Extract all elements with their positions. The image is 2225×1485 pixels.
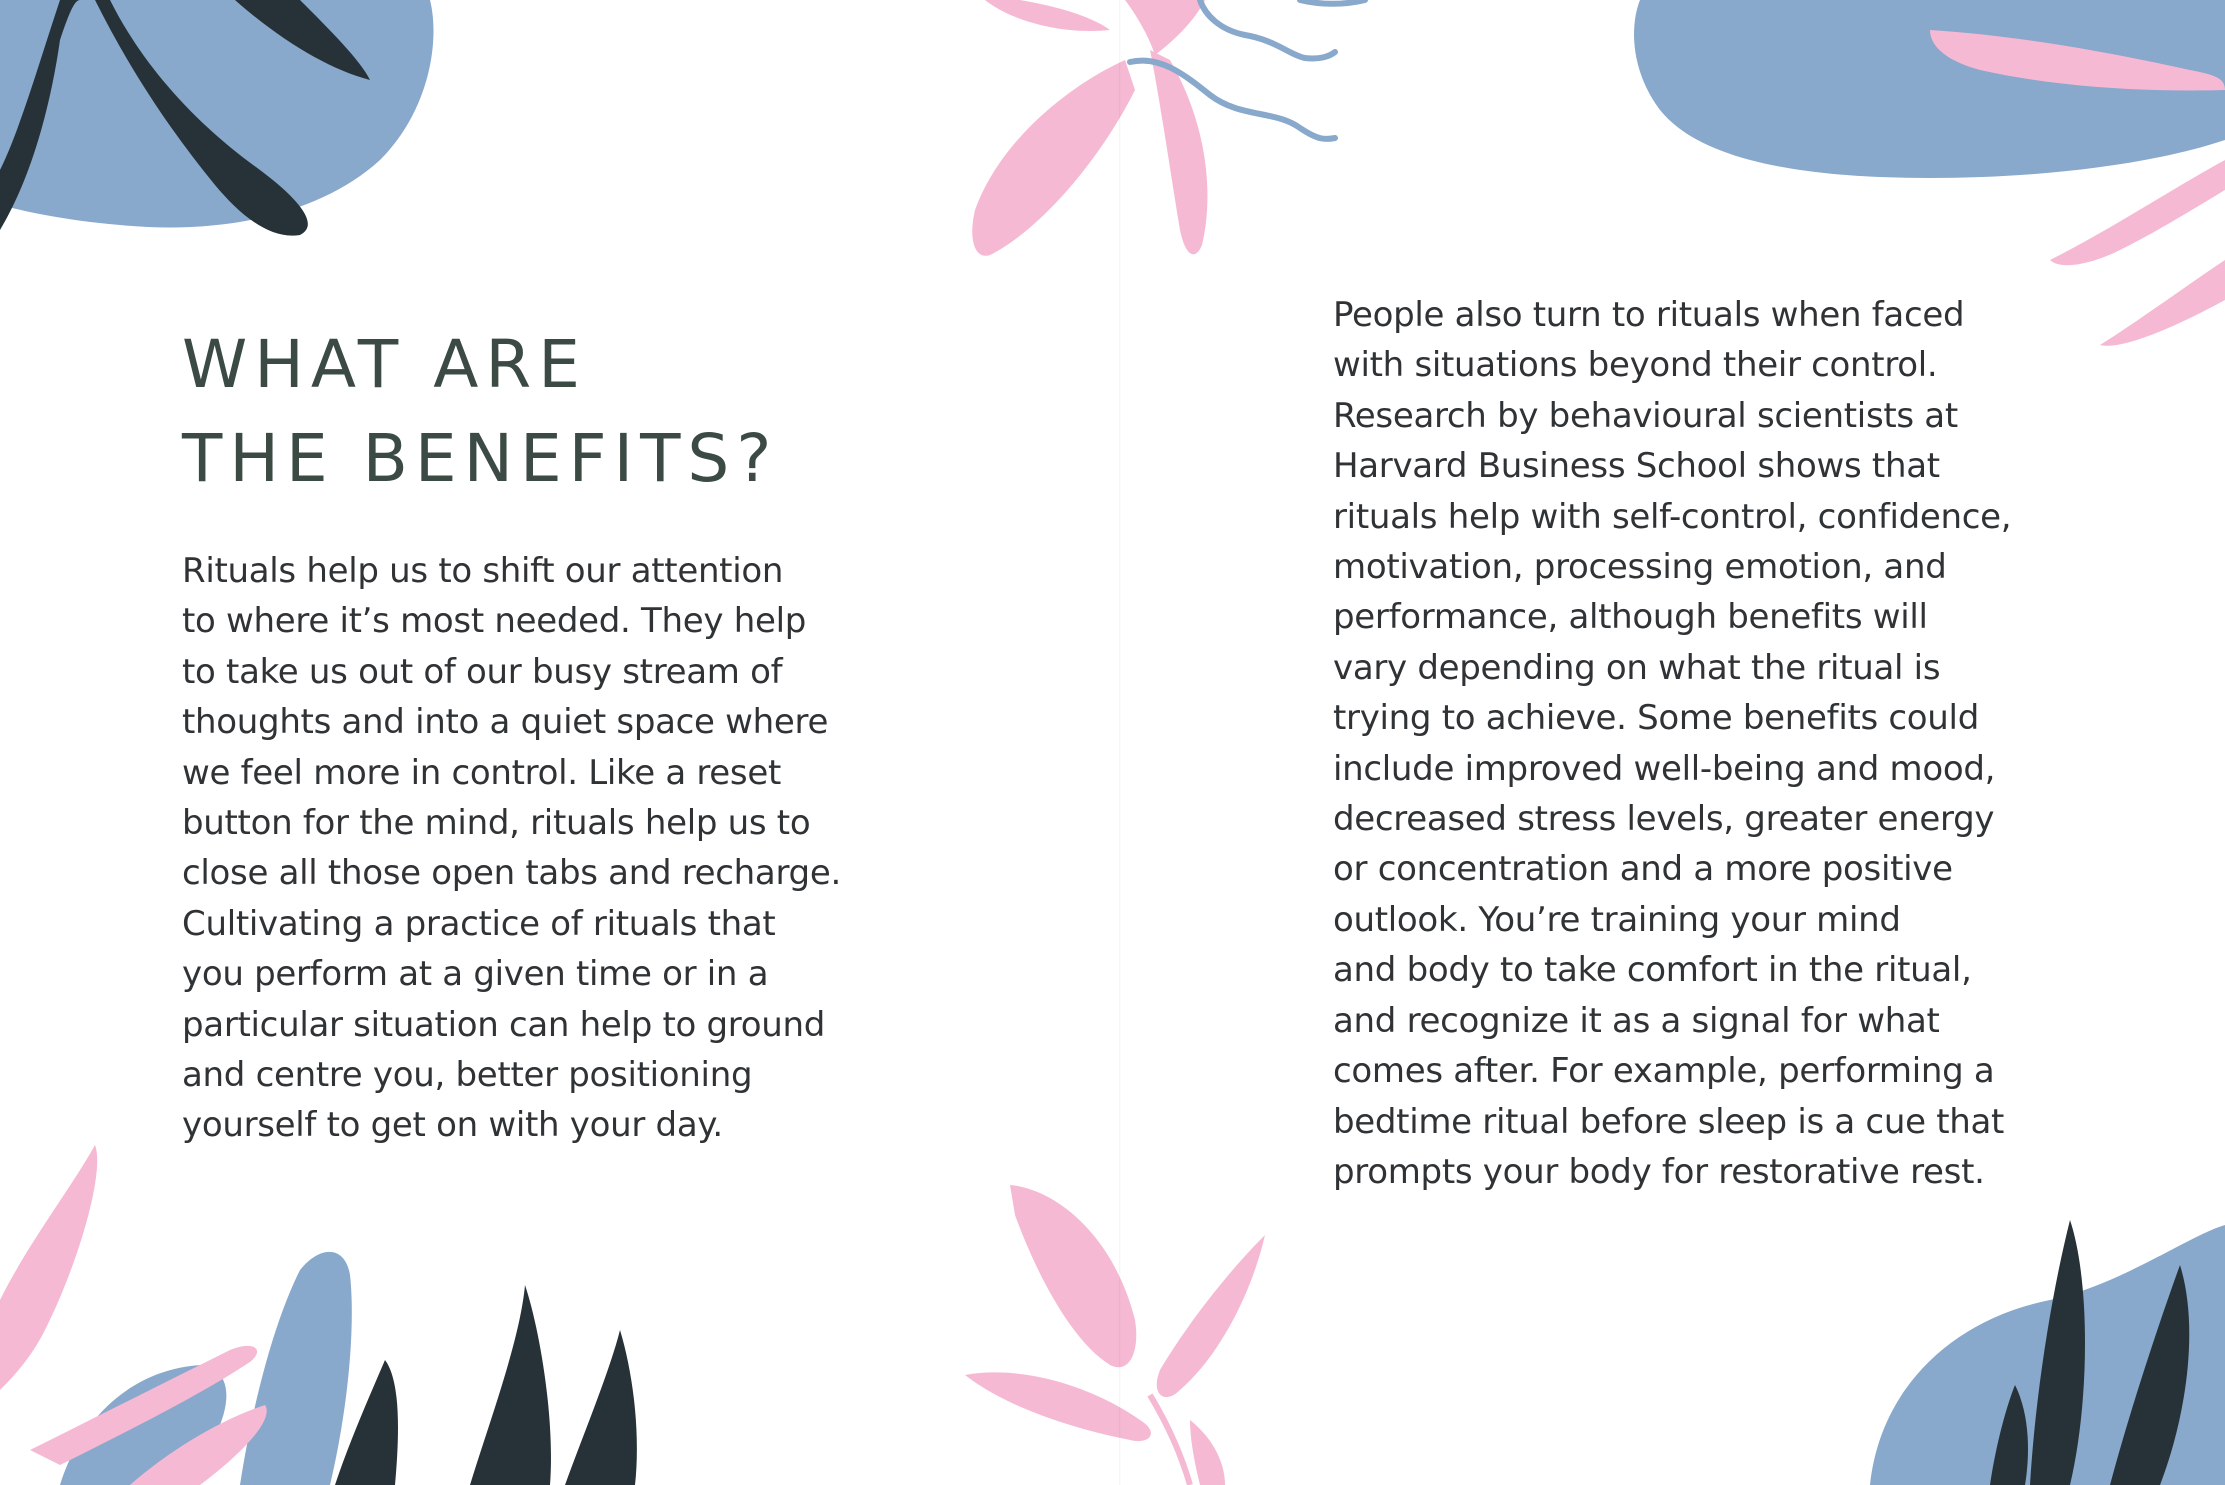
blue-squiggle-3 bbox=[1300, 0, 1365, 4]
blue-squiggle-2 bbox=[1200, 0, 1335, 59]
pink-petal-bottom-center-2 bbox=[1157, 1235, 1265, 1397]
text-line: include improved well-being and mood, bbox=[1333, 748, 1996, 789]
text-line: and centre you, better positioning bbox=[182, 1055, 753, 1096]
text-line: and body to take comfort in the ritual, bbox=[1333, 950, 1972, 991]
bottom-center-foliage bbox=[965, 1185, 1265, 1485]
text-line: to where it’s most needed. They help bbox=[182, 601, 806, 642]
pink-leaf-bottom-left-1 bbox=[0, 1145, 97, 1390]
text-line: Rituals help us to shift our attention bbox=[182, 551, 784, 591]
left-paragraph bbox=[182, 546, 841, 1151]
top-left-foliage bbox=[0, 0, 433, 236]
text-line: performance, although benefits will bbox=[1333, 597, 1928, 638]
text-line: rituals help with self-control, confidence, bbox=[1333, 496, 2012, 537]
heading-line: WHAT ARE bbox=[182, 326, 587, 403]
text-line: to take us out of our busy stream of bbox=[182, 651, 783, 692]
text-line: and recognize it as a signal for what bbox=[1333, 1000, 1940, 1041]
text-line: thoughts and into a quiet space where bbox=[182, 702, 829, 743]
top-center-foliage bbox=[972, 0, 1365, 256]
text-line: decreased stress levels, greater energy bbox=[1333, 799, 1995, 840]
text-line: trying to achieve. Some benefits could bbox=[1333, 698, 1979, 739]
pink-petal-bottom-center-3 bbox=[965, 1372, 1151, 1441]
text-line: button for the mind, rituals help us to bbox=[182, 803, 811, 844]
pink-leaf-top-right-2 bbox=[2050, 160, 2225, 265]
text-line: vary depending on what the ritual is bbox=[1333, 647, 1941, 688]
pink-petal-top-center-1 bbox=[985, 0, 1110, 31]
page-heading bbox=[182, 318, 778, 506]
text-line: prompts your body for restorative rest. bbox=[1333, 1151, 1985, 1192]
text-line: particular situation can help to ground bbox=[182, 1004, 826, 1045]
blue-blob-top-left bbox=[0, 0, 433, 227]
page-fold bbox=[1119, 0, 1121, 1485]
text-line: motivation, processing emotion, and bbox=[1333, 547, 1947, 588]
text-line: People also turn to rituals when faced bbox=[1333, 295, 1965, 335]
text-line: close all those open tabs and recharge. bbox=[182, 853, 841, 894]
text-line: Research by behavioural scientists at bbox=[1333, 395, 1958, 436]
bottom-left-foliage bbox=[0, 1145, 637, 1485]
dark-leaf-bottom-left-3 bbox=[565, 1330, 637, 1485]
blue-blob-bottom-left bbox=[240, 1252, 352, 1485]
pink-stem-bottom-center bbox=[1150, 1395, 1190, 1485]
text-line: or concentration and a more positive bbox=[1333, 849, 1953, 890]
text-line: comes after. For example, performing a bbox=[1333, 1051, 1995, 1092]
right-paragraph bbox=[1333, 290, 2011, 1197]
text-line: Cultivating a practice of rituals that bbox=[182, 903, 776, 944]
text-line: outlook. You’re training your mind bbox=[1333, 899, 1901, 940]
text-line: bedtime ritual before sleep is a cue that bbox=[1333, 1101, 2005, 1142]
pink-petal-bottom-center-1 bbox=[1010, 1185, 1136, 1367]
pink-petal-bottom-center-4 bbox=[1190, 1420, 1225, 1485]
text-line: we feel more in control. Like a reset bbox=[182, 752, 781, 793]
dark-leaf-bottom-left-2 bbox=[470, 1285, 551, 1485]
text-line: with situations beyond their control. bbox=[1333, 345, 1938, 386]
pink-petal-top-center-3 bbox=[1150, 50, 1207, 254]
pink-leaf-top-right-3 bbox=[2100, 260, 2225, 346]
text-line: you perform at a given time or in a bbox=[182, 954, 769, 995]
text-line: Harvard Business School shows that bbox=[1333, 446, 1940, 487]
pink-petal-top-center-4 bbox=[1125, 0, 1205, 55]
pink-petal-top-center-2 bbox=[972, 60, 1135, 256]
bottom-right-foliage bbox=[1870, 1220, 2225, 1485]
heading-line: THE BENEFITS? bbox=[182, 420, 779, 497]
text-line: yourself to get on with your day. bbox=[182, 1105, 723, 1146]
